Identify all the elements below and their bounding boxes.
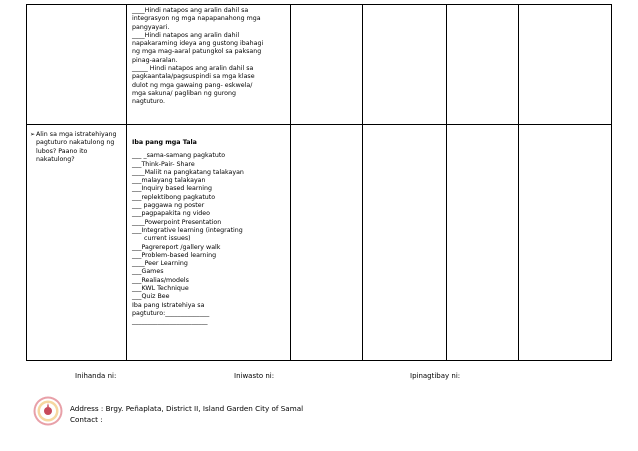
list-item: ___ _sama-samang pagkatuto: [132, 152, 226, 160]
list-item: ___Think-Pair- Share: [132, 160, 195, 168]
table-cell: [363, 125, 447, 360]
signature-row: [0, 372, 638, 384]
table-cell: [519, 125, 613, 360]
list-item: ___Games: [132, 268, 164, 276]
strategy-list-cell: [127, 125, 291, 360]
table-cell: [447, 5, 519, 124]
table-cell: [291, 5, 363, 124]
text-line: nagtuturo.: [132, 98, 165, 106]
text-line: pinag-aaralan.: [132, 56, 178, 64]
text-line: mga sakuna/ pagliban ng gurong: [132, 89, 237, 97]
school-seal-icon: [33, 396, 63, 426]
question-item: [30, 131, 124, 164]
list-item: ___Quiz Bee: [132, 293, 170, 301]
seal-center: [44, 407, 52, 415]
list-item: ___malayang talakayan: [132, 177, 206, 185]
contact-line: Contact :: [70, 415, 103, 424]
list-item: Iba pang Istratehiya sa: [132, 301, 205, 309]
address-line: Address : Brgy. Peñaplata, District II, Island Garden City of Samal: [70, 404, 304, 413]
list-item: ____Powerpoint Presentation: [132, 218, 222, 226]
arrow-bullet-icon: ➢: [30, 131, 36, 138]
question-line: Alin sa mga istratehiyang: [36, 131, 117, 138]
table-cell: [27, 5, 127, 124]
question-line: lubos? Paano ito: [36, 147, 88, 155]
text-line: ____Hindi natapos ang aralin dahil sa: [132, 7, 249, 14]
list-item: ____Peer Learning: [132, 260, 188, 268]
list-item: ___replektibong pagkatuto: [132, 193, 216, 201]
text-line: pangyayari.: [132, 23, 170, 31]
lesson-log-table: [26, 4, 612, 361]
table-cell: [519, 5, 613, 124]
text-line: _____ Hindi natapos ang aralin dahil sa: [132, 65, 254, 73]
text-line: ng mga mag-aaral patungkol sa paksang: [132, 48, 262, 56]
noted-by-label: Ipinagtibay ni:: [410, 372, 461, 380]
list-title: Iba pang mga Tala: [132, 139, 197, 146]
list-item: ___KWL Technique: [132, 285, 189, 293]
list-item: ___Pagrereport /gallery walk: [132, 243, 221, 251]
table-row: [27, 125, 611, 360]
prepared-by-label: Inihanda ni:: [75, 372, 117, 380]
question-line: nakatulong?: [36, 155, 75, 163]
table-cell: [291, 125, 363, 360]
text-line: napakaraming ideya ang gustong ibahagi: [132, 40, 264, 48]
list-item: ___ paggawa ng poster: [132, 202, 205, 210]
list-item: ___pagpapakita ng video: [132, 210, 210, 218]
question-line: pagtuturo nakatulong ng: [36, 139, 115, 147]
list-item: ___Inquiry based learning: [132, 185, 213, 193]
text-line: integrasyon ng mga napapanahong mga: [132, 15, 261, 23]
list-item: current issues): [144, 235, 191, 243]
table-row: [27, 5, 611, 125]
list-item: pagtuturo:______________: [132, 309, 210, 317]
table-cell: [363, 5, 447, 124]
list-item: ___Realias/models: [132, 276, 189, 284]
text-line: ____Hindi natapos ang aralin dahil: [132, 31, 240, 39]
list-item: ________________________: [132, 318, 208, 326]
list-item: ___Problem-based learning: [132, 251, 217, 259]
footer: [70, 403, 303, 425]
list-item: ____Maliit na pangkatang talakayan: [132, 168, 244, 176]
table-cell: [447, 125, 519, 360]
text-line: pagkaantala/pagsuspindi sa mga klase: [132, 73, 255, 81]
table-cell-remarks: [127, 5, 291, 124]
list-item: ___Integrative learning (integrating: [132, 226, 243, 234]
checked-by-label: Iniwasto ni:: [234, 372, 275, 380]
strategy-question-cell: [27, 125, 127, 360]
text-line: dulot ng mga gawaing pang- eskwela/: [132, 81, 253, 89]
